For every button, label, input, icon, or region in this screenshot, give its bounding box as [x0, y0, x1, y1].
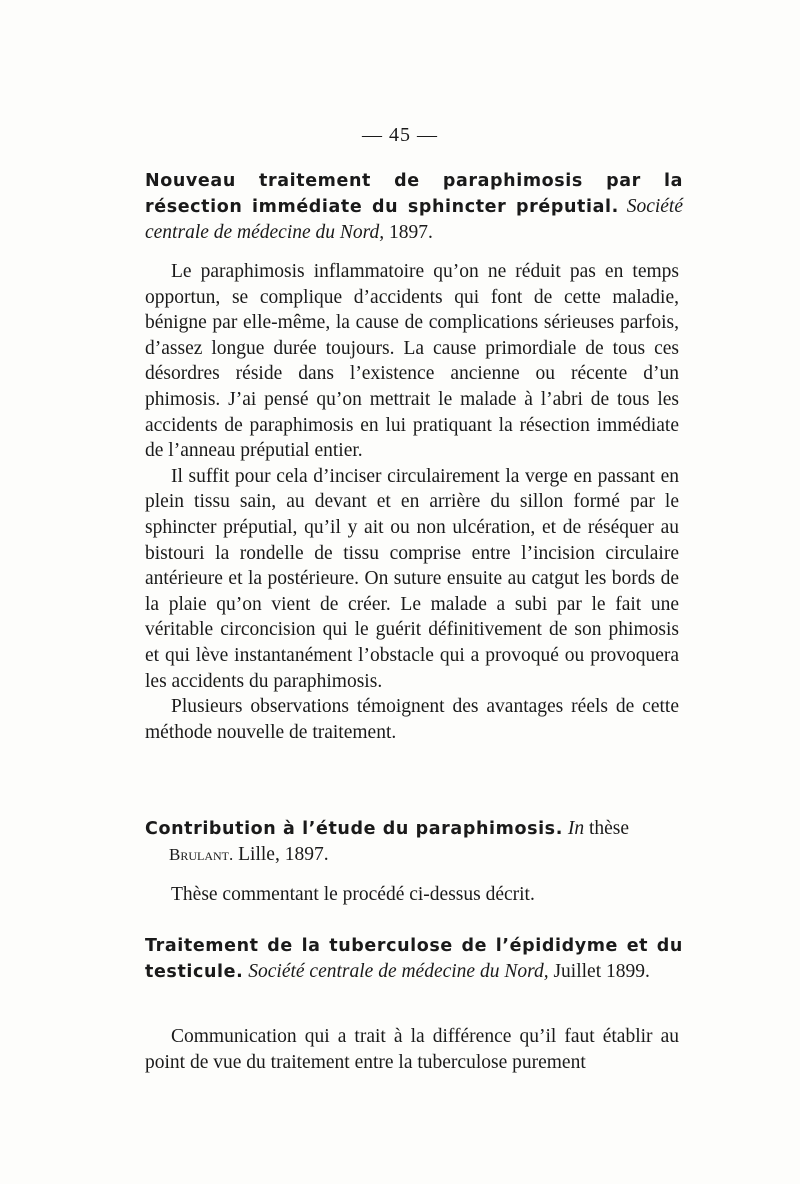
- entry-3-paragraph-1: Communication qui a trait à la différence qu’il faut établir au point de vue du traitement entre la tuberculose purement: [145, 1026, 679, 1073]
- entry-1-body: [145, 259, 679, 745]
- entry-2-body: [145, 882, 679, 908]
- entry-1-paragraph-3: Plusieurs observations témoignent des avantages réels de cette méthode nouvelle de traitement.: [145, 696, 679, 743]
- entry-3-title: Traitement de la tuberculose de l’épididyme et du testicule.: [145, 936, 683, 982]
- entry-1-title: Nouveau traitement de paraphimosis par la résection immédiate du sphincter préputial.: [145, 171, 683, 217]
- entry-2-place-year: Lille, 1897.: [238, 844, 329, 865]
- entry-1-paragraph-1: Le paraphimosis inflammatoire qu’on ne réduit pas en temps opportun, se complique d’accidents qui font de cette maladie, bénigne par elle-même, la cause de complications sérieuses parfois, d’assez longue durée toujours. La cause primordiale de tous ces désordres réside dans l’existence ancienne ou récente d’un phimosis. J’ai pensé qu’on mettrait le malade à l’abri de tous les accidents de paraphimosis en lui pratiquant la résection immédiate de l’anneau préputial entier.: [145, 261, 679, 462]
- entry-2-title: Contribution à l’étude du paraphimosis.: [145, 819, 563, 839]
- entry-2-in-label: In: [567, 818, 585, 839]
- entry-3-heading: [145, 933, 683, 985]
- entry-3-body: [145, 1024, 679, 1075]
- entry-3-date: Juillet 1899.: [553, 961, 650, 982]
- entry-2-these-label: thèse: [588, 818, 630, 839]
- page-number: — 45 —: [362, 124, 438, 146]
- entry-2-author: Brulant.: [169, 845, 234, 864]
- entry-3-source: Société centrale de médecine du Nord,: [248, 961, 549, 982]
- entry-1-heading: [145, 168, 683, 245]
- entry-1-year: 1897.: [389, 222, 433, 243]
- entry-2-paragraph-1: Thèse commentant le procédé ci-dessus décrit.: [171, 884, 535, 905]
- entry-2-heading: [145, 816, 683, 867]
- entry-1-paragraph-2: Il suffit pour cela d’inciser circulairement la verge en passant en plein tissu sain, au devant et en arrière du sillon formé par le sphincter préputial, qu’il y ait ou non ulcération, et de réséquer au bistouri la rondelle de tissu comprise entre l’incision circulaire antérieure et la postérieure. On suture ensuite au catgut les bords de la plaie qu’on vient de créer. Le malade a subi par le fait une véritable circoncision qui le guérit définitivement de son phimosis et qui lève instantanément l’obstacle qui a provoqué ou provoquera les accidents du paraphimosis.: [145, 465, 679, 692]
- entry-1-source: Société centrale de médecine du Nord,: [145, 196, 683, 243]
